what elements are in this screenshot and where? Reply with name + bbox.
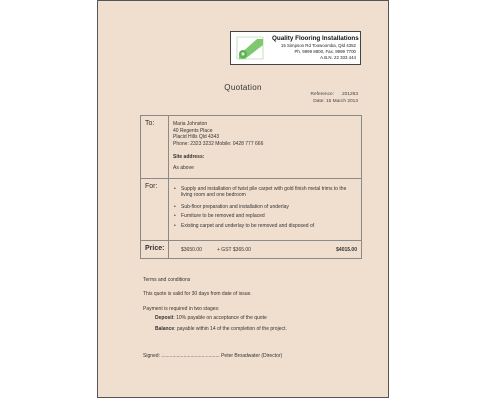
deposit-text: : 10% payable on acceptance of the quote [173,315,267,321]
quotation-page [97,0,389,398]
list-item: • Supply and installation of twist pile carpet with gold finish metal trims to the living room and one bedroom [173,186,359,199]
page-title: Quotation [224,83,262,92]
reference-block [290,91,358,105]
site-address-value: As above [173,165,194,171]
client-name: Maria Johnston [173,121,208,127]
list-item: • Sub-floor preparation and installation of underlay [173,204,358,210]
reference-label: Reference: [310,92,334,97]
signature-line: Signed: .......................................... Peter Broadwater (Director) [143,353,283,359]
company-abn: A.B.N. 22 333 444 [320,55,356,60]
table-row-divider [141,178,361,179]
client-phone: Phone: 2323 3232 Mobile: 0428 777 666 [173,140,264,147]
for-label: For: [145,183,158,190]
price-total: $4015.00 [336,247,357,253]
list-item: • Existing carpet and underlay to be removed and disposed of [173,223,358,229]
carpet-roll-logo-icon [235,35,265,61]
to-label: To: [145,120,155,127]
client-city: Placid Hills Qld 4343 [173,134,220,140]
table-divider [168,116,169,258]
reference-value: 201283 [341,92,358,97]
date-label: Date: [313,99,325,104]
deposit-label: Deposit [155,315,174,321]
site-address-label: Site address: [173,154,205,160]
terms-title: Terms and conditions [143,277,191,283]
company-contact: Ph. 9999 8800, Fax. 9999 7700 [294,49,356,54]
balance-line [155,326,287,332]
terms-validity: This quote is valid for 30 days from date of issue. [143,291,252,297]
deposit-line [155,315,267,321]
balance-label: Balance [155,326,175,332]
work-items-list [173,186,358,229]
table-row-divider [141,240,361,241]
balance-text: : payable within 14 of the completion of the project. [174,326,287,332]
company-address: 15 Simpson Rd Toowoomba, Qld 4352 [280,43,356,48]
list-item: • Furniture to be removed and replaced [173,213,358,219]
date-value: 15 March 2013 [326,99,358,104]
price-subtotal: $3650.00 [181,247,202,253]
price-label: Price: [145,245,165,252]
price-gst: + GST $365.00 [217,247,251,253]
payment-intro: Payment is required in two stages: [143,306,220,312]
client-street: 40 Regents Place [173,127,213,134]
quote-table [140,115,362,259]
company-letterhead [230,31,361,65]
company-name: Quality Flooring Installations [272,35,359,42]
